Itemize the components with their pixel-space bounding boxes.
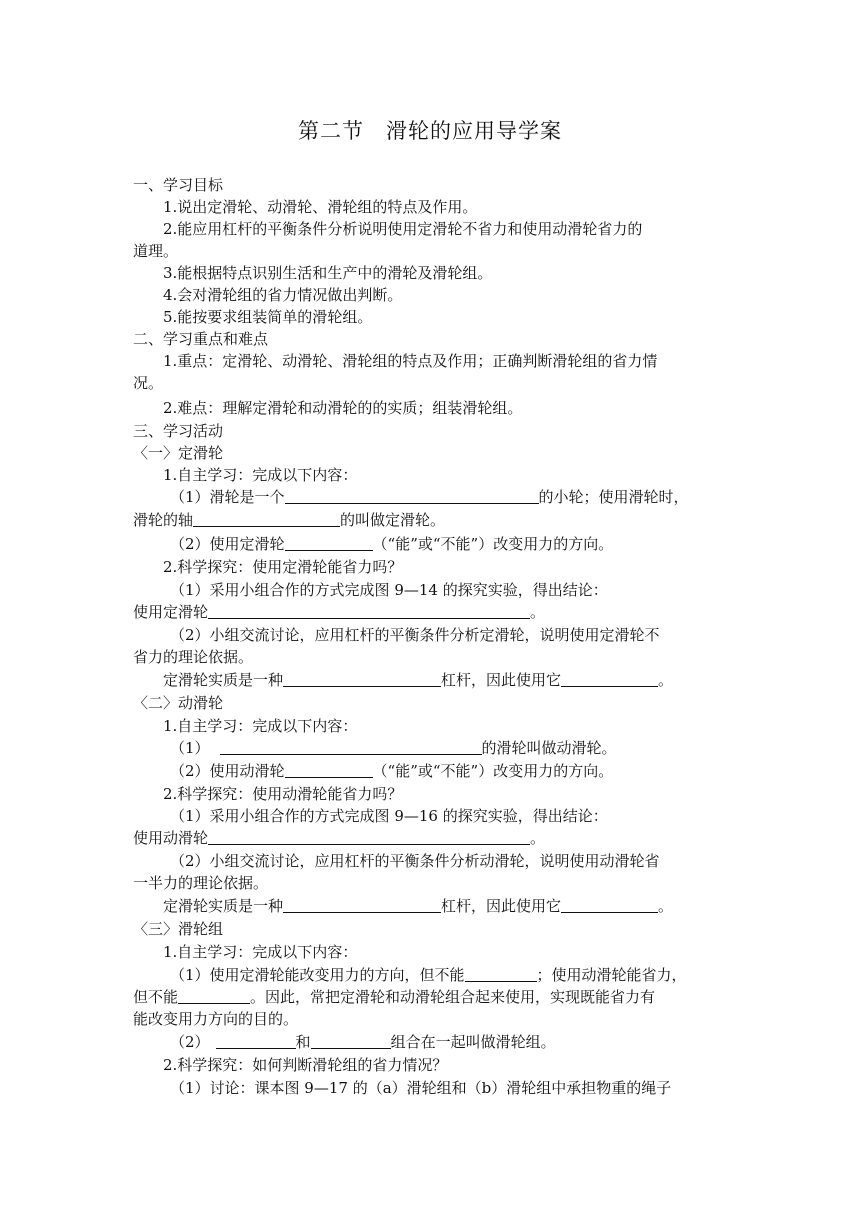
movable-q1-blank[interactable] (220, 739, 482, 755)
block-self-study: 1.自主学习：完成以下内容： (163, 943, 358, 961)
fixed-conclusion-end: 。 (530, 603, 546, 621)
fixed-explore-2-cont: 省力的理论依据。 (133, 648, 254, 666)
movable-q2-text-after: （“能”或“不能”）改变用力的方向。 (372, 762, 614, 780)
block-q2-text: （2） (170, 1033, 210, 1051)
movable-q1-line (170, 738, 617, 758)
goal-item-4: 4.会对滑轮组的省力情况做出判断。 (163, 286, 403, 304)
movable-essence-blank-2[interactable] (561, 897, 658, 913)
movable-explore-1: （1）采用小组合作的方式完成图 9—16 的探究实验，得出结论： (170, 807, 608, 825)
movable-q2-blank[interactable] (285, 762, 373, 778)
fixed-conclusion-line (133, 602, 545, 622)
movable-conclusion-blank[interactable] (208, 829, 530, 845)
block-q1-line2 (133, 987, 655, 1007)
movable-q2-text: （2）使用动滑轮 (170, 762, 285, 780)
focus-point-2: 2.难点：理解定滑轮和动滑轮的的实质；组装滑轮组。 (163, 399, 523, 417)
fixed-q1-text-after: 的小轮；使用滑轮时， (538, 488, 689, 506)
fixed-conclusion-text: 使用定滑轮 (133, 603, 209, 621)
movable-q2-line (170, 761, 613, 781)
focus-point-1: 1.重点：定滑轮、动滑轮、滑轮组的特点及作用；正确判断滑轮组的省力情 (163, 352, 658, 370)
section-heading-focus: 二、学习重点和难点 (133, 330, 269, 348)
subsection-movable-pulley: 〈二〉动滑轮 (133, 694, 224, 712)
goal-item-1: 1.说出定滑轮、动滑轮、滑轮组的特点及作用。 (163, 198, 478, 216)
block-q2-text-after: 组合在一起叫做滑轮组。 (390, 1033, 556, 1051)
fixed-q1-blank-2[interactable] (193, 511, 340, 527)
block-q1-line3: 能改变用力方向的目的。 (133, 1010, 299, 1028)
goal-item-2-cont: 道理。 (133, 242, 179, 260)
fixed-q2-blank[interactable] (285, 535, 373, 551)
movable-explore-2-cont: 一半力的理论依据。 (133, 874, 269, 892)
fixed-q1-text: （1）滑轮是一个 (170, 488, 285, 506)
fixed-self-study: 1.自主学习：完成以下内容： (163, 466, 358, 484)
subsection-pulley-block: 〈三〉滑轮组 (133, 920, 224, 938)
block-q2-mid: 和 (295, 1033, 311, 1051)
subsection-fixed-pulley: 〈一〉定滑轮 (133, 444, 224, 462)
fixed-q1-line1 (170, 487, 689, 507)
movable-essence-text: 定滑轮实质是一种 (163, 897, 284, 915)
movable-essence-mid: 杠杆，因此使用它 (441, 897, 562, 915)
fixed-q1-blank-1[interactable] (285, 488, 539, 504)
movable-q1-text: （1） (170, 739, 210, 757)
fixed-essence-mid: 杠杆，因此使用它 (441, 671, 562, 689)
focus-point-1-cont: 况。 (133, 374, 164, 392)
fixed-explore-1: （1）采用小组合作的方式完成图 9—14 的探究实验，得出结论： (170, 581, 608, 599)
movable-explore-2: （2）小组交流讨论，应用杠杆的平衡条件分析动滑轮，说明使用动滑轮省 (170, 852, 660, 870)
block-q1-text: （1）使用定滑轮能改变用力的方向，但不能 (170, 966, 465, 984)
movable-essence-blank-1[interactable] (283, 897, 441, 913)
section-heading-goals: 一、学习目标 (133, 176, 224, 194)
block-q1-text-after: ；使用动滑轮能省力， (536, 966, 687, 984)
block-explore: 2.科学探究：如何判断滑轮组的省力情况？ (163, 1056, 448, 1074)
fixed-q1b-text-after: 的叫做定滑轮。 (340, 511, 446, 529)
movable-essence-end: 。 (658, 897, 674, 915)
fixed-q2-text-after: （“能”或“不能”）改变用力的方向。 (372, 535, 614, 553)
fixed-conclusion-blank[interactable] (208, 603, 530, 619)
fixed-q1-line2 (133, 510, 445, 530)
movable-conclusion-line (133, 828, 545, 848)
movable-q1-text-after: 的滑轮叫做动滑轮。 (481, 739, 617, 757)
block-q2-blank-1[interactable] (216, 1033, 296, 1049)
block-explore-1: （1）讨论：课本图 9—17 的（a）滑轮组和（b）滑轮组中承担物重的绳子 (170, 1079, 672, 1097)
block-q1b-text-after: 。因此，常把定滑轮和动滑轮组合起来使用，实现既能省力有 (250, 988, 656, 1006)
movable-explore: 2.科学探究：使用动滑轮能省力吗？ (163, 785, 403, 803)
fixed-q1b-text: 滑轮的轴 (133, 511, 194, 529)
block-q1b-text: 但不能 (133, 988, 179, 1006)
fixed-essence-blank-2[interactable] (561, 671, 658, 687)
fixed-q2-text: （2）使用定滑轮 (170, 535, 285, 553)
movable-self-study: 1.自主学习：完成以下内容： (163, 717, 358, 735)
goal-item-5: 5.能按要求组装简单的滑轮组。 (163, 308, 373, 326)
block-q2-blank-2[interactable] (311, 1033, 391, 1049)
movable-essence-line (163, 896, 673, 916)
fixed-essence-end: 。 (658, 671, 674, 689)
fixed-essence-blank-1[interactable] (283, 671, 441, 687)
page-title: 第二节 滑轮的应用导学案 (298, 119, 562, 143)
fixed-explore: 2.科学探究：使用定滑轮能省力吗？ (163, 558, 403, 576)
movable-conclusion-end: 。 (530, 829, 546, 847)
block-q1-blank-1[interactable] (465, 966, 537, 982)
fixed-q2-line (170, 534, 613, 554)
block-q2-line (170, 1032, 556, 1052)
goal-item-2: 2.能应用杠杆的平衡条件分析说明使用定滑轮不省力和使用动滑轮省力的 (163, 220, 643, 238)
section-heading-activities: 三、学习活动 (133, 422, 224, 440)
movable-conclusion-text: 使用动滑轮 (133, 829, 209, 847)
fixed-explore-2: （2）小组交流讨论，应用杠杆的平衡条件分析定滑轮，说明使用定滑轮不 (170, 626, 660, 644)
block-q1-line1 (170, 965, 687, 985)
fixed-essence-line (163, 670, 673, 690)
fixed-essence-text: 定滑轮实质是一种 (163, 671, 284, 689)
goal-item-3: 3.能根据特点识别生活和生产中的滑轮及滑轮组。 (163, 264, 493, 282)
block-q1-blank-2[interactable] (178, 988, 250, 1004)
